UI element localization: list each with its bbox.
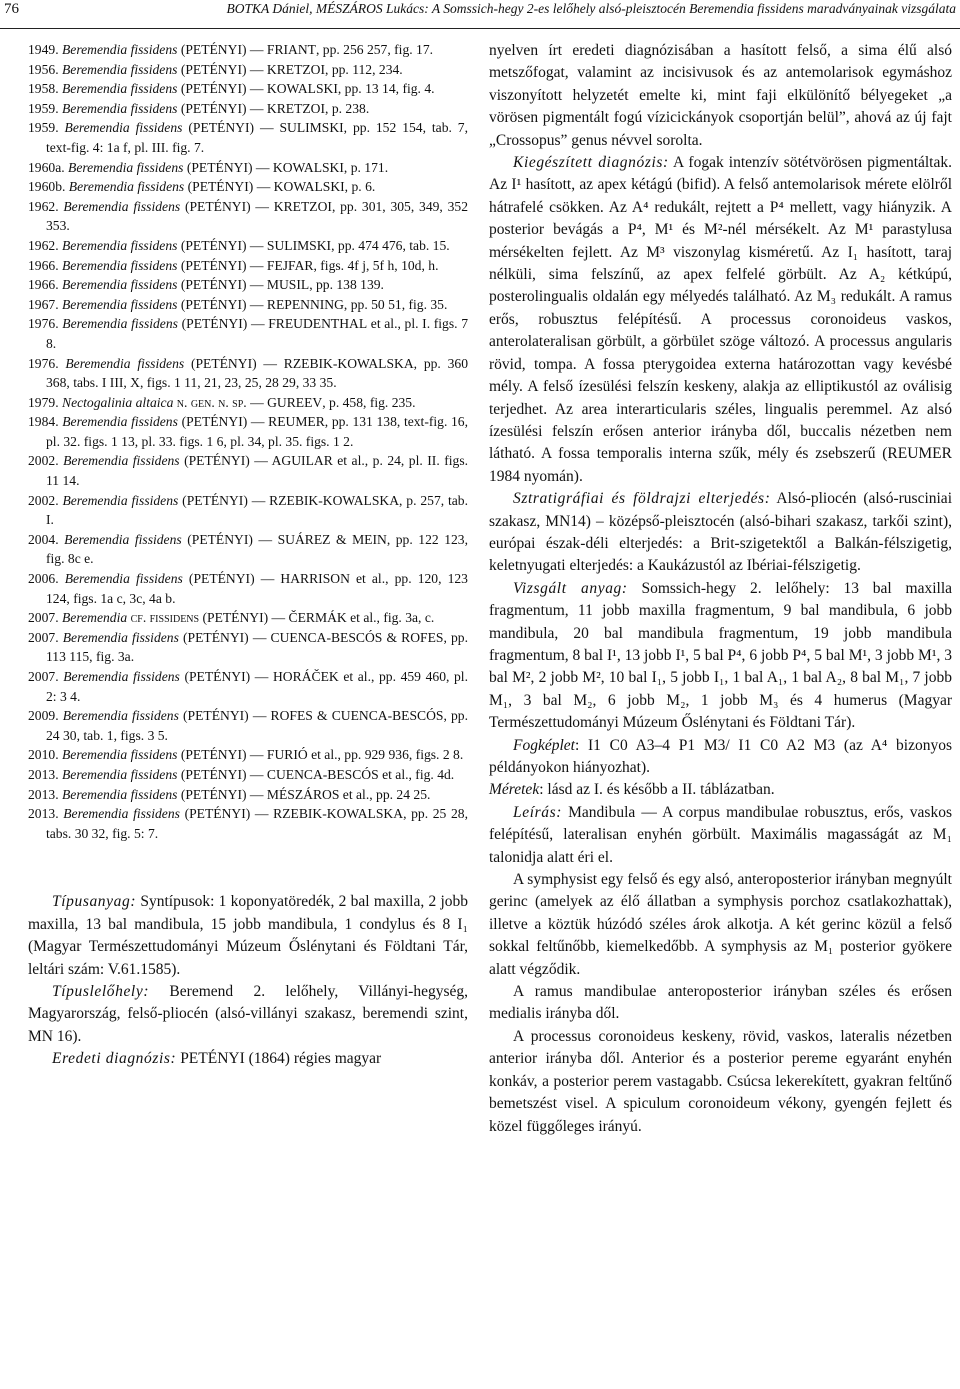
- synonymy-detail: , p. 6.: [344, 179, 376, 195]
- synonymy-author: (PETÉNYI) — FURIÓ: [180, 747, 308, 763]
- page-header: [0, 0, 960, 29]
- synonymy-species: Nectogalinia altaica: [62, 394, 174, 410]
- synonymy-species: Beremendia fissidens: [62, 42, 178, 57]
- fogkeplet-heading: Fogképlet: [513, 736, 575, 754]
- synonymy-entry: [28, 99, 468, 119]
- synonymy-entry: [28, 804, 468, 843]
- synonymy-author: (PETÉNYI) — HORÁČEK: [184, 669, 339, 684]
- synonymy-species: Beremendia fissidens: [62, 81, 178, 97]
- synonymy-list: [28, 40, 468, 843]
- synonymy-entry: [28, 491, 468, 530]
- synonymy-entry: [28, 354, 468, 393]
- synonymy-year: 1979.: [28, 394, 59, 410]
- synonymy-entry: [28, 785, 468, 805]
- synonymy-author: (PETÉNYI) — KRETZOI: [184, 198, 332, 214]
- synonymy-year: 1967.: [28, 296, 59, 312]
- left-column: [28, 40, 468, 1071]
- synonymy-author: n. gen. n. sp. — GUREEV: [176, 394, 323, 410]
- synonymy-year: 2002.: [28, 492, 59, 508]
- synonymy-year: 1962.: [28, 198, 59, 214]
- synonymy-detail: , pp. 474 476, tab. 15.: [331, 237, 450, 253]
- tipusanyag-paragraph: [28, 891, 468, 981]
- meretek-text: : lásd az I. és később a II. táblázatban.: [539, 781, 775, 799]
- synonymy-year: 1960a.: [28, 159, 65, 175]
- sztratigrafiai-paragraph: [489, 488, 952, 578]
- synonymy-author: (PETÉNYI) — FRIANT: [180, 42, 316, 57]
- synonymy-detail: et al., pl. I. figs. 7 8.: [46, 316, 469, 351]
- synonymy-species: Beremendia fissidens: [63, 198, 181, 214]
- synonymy-year: 2013.: [28, 806, 59, 822]
- synonymy-species: Beremendia fissidens: [62, 296, 178, 312]
- synonymy-author: (PETÉNYI) — KRETZOI: [180, 100, 326, 116]
- running-title: BOTKA Dániel, MÉSZÁROS Lukács: A Somssich-hegy 2-es lelőhely alsó-pleisztocén Beremendia fissidens maradványainak vizsgálata: [226, 1, 956, 16]
- synonymy-species: Beremendia fissidens: [63, 453, 180, 469]
- synonymy-detail: , pp. 138 139.: [309, 277, 384, 293]
- synonymy-year: 2002.: [28, 453, 59, 469]
- synonymy-author: (PETÉNYI) — SUÁREZ & MEIN: [187, 531, 387, 547]
- synonymy-year: 2013.: [28, 766, 59, 782]
- synonymy-author: (PETÉNYI) — ROFES & CUENCA-BESCÓS: [183, 708, 444, 724]
- synonymy-detail: , pp. 131 138, text-fig. 16, pl. 32. figs. 1 13, pl. 33. figs. 1 6, pl. 34, pl. 35. figs. 1 2.: [46, 414, 468, 449]
- synonymy-entry: [28, 628, 468, 667]
- synonymy-year: 2006.: [28, 571, 59, 587]
- synonymy-species: Beremendia fissidens: [64, 571, 183, 587]
- synonymy-detail: , pp. 360 368, tabs. I III, X, figs. 1 11, 21, 23, 25, 28 29, 33 35.: [46, 355, 468, 391]
- leiras-text: Mandibula — A corpus mandibulae robusztus, erős, vaskos felépítésű, lateralisan enyhén görbült. Maximális magasságát az M₁ talonidja alatt éri el.: [489, 803, 952, 866]
- synonymy-species: Beremendia fissidens: [64, 120, 183, 136]
- synonymy-author: (PETÉNYI) — REUMER: [181, 414, 325, 430]
- synonymy-year: 2007.: [28, 629, 59, 645]
- synonymy-year: 1962.: [28, 237, 59, 253]
- synonymy-entry: [28, 765, 468, 785]
- synonymy-detail: , pp. 301, 305, 349, 352 353.: [46, 198, 468, 234]
- synonymy-author: (PETÉNYI) — AGUILAR: [184, 453, 333, 469]
- vizsgalt-paragraph: [489, 578, 952, 735]
- synonymy-year: 1959.: [28, 120, 59, 136]
- left-text-block: [28, 891, 468, 1070]
- synonymy-entry: [28, 118, 468, 157]
- synonymy-year: 1949.: [28, 42, 59, 57]
- synonymy-author: (PETÉNYI) — KRETZOI: [180, 61, 326, 77]
- tipusanyag-text: Syntípusok: 1 koponyatöredék, 2 bal maxilla, 2 jobb maxilla, 13 bal mandibula, 15 jobb mandibula, 1 condylus és 8 I₁ (Magyar Természettudományi Múzeum Őslénytani és Földtani Tár, leltári szám: V.61.1585).: [28, 893, 468, 978]
- synonymy-species: Beremendia fissidens: [63, 806, 180, 822]
- synonymy-author: (PETÉNYI) — MUSIL: [180, 277, 310, 293]
- synonymy-detail: , pp. 50 51, fig. 35.: [343, 296, 448, 312]
- coronoideus-paragraph: A processus coronoideus keskeny, rövid, vaskos, lateralis nézetben anterior irányba dől. Anterior és a posterior pereme egyaránt enyhén konkáv, a posterior perem vastagabb. Csúcsa lekerekített, gyakran feltűnő bemetszést visel. A spiculum coronoideum vékony, gyengén fejlett és közel függőleges irányú.: [489, 1027, 952, 1135]
- synonymy-species: Beremendia fissidens: [62, 414, 178, 430]
- synonymy-entry: [28, 79, 468, 99]
- synonymy-species: Beremendia fissidens: [62, 629, 179, 645]
- synonymy-author: (PETÉNYI) — KOWALSKI: [180, 81, 338, 97]
- eredeti-diagnozis-paragraph: [28, 1048, 468, 1070]
- synonymy-species: Beremendia fissidens: [64, 531, 182, 547]
- synonymy-species: Beremendia fissidens: [62, 786, 178, 802]
- synonymy-entry: [28, 295, 468, 315]
- synonymy-entry: [28, 40, 468, 60]
- synonymy-author: (PETÉNYI) — KOWALSKI: [186, 159, 344, 175]
- synonymy-author: (PETÉNYI) — RZEBIK-KOWALSKA: [190, 355, 414, 371]
- right-column: [489, 40, 952, 1138]
- synonymy-entry: [28, 451, 468, 490]
- synonymy-species: Beremendia fissidens: [62, 61, 178, 77]
- vizsgalt-heading: Vizsgált anyag:: [513, 579, 628, 597]
- synonymy-author: (PETÉNYI) — RZEBIK-KOWALSKA: [184, 806, 404, 822]
- synonymy-detail: et al., pp. 120, 123 124, figs. 1a c, 3c, 4a b.: [46, 571, 468, 606]
- kiegeszitett-heading: Kiegészített diagnózis:: [513, 154, 669, 172]
- synonymy-species: Beremendia fissidens: [62, 766, 178, 782]
- synonymy-author: (PETÉNYI) — KOWALSKI: [187, 179, 345, 195]
- synonymy-entry: [28, 569, 468, 608]
- synonymy-entry: [28, 275, 468, 295]
- synonymy-detail: , pp. 13 14, fig. 4.: [337, 81, 435, 97]
- page-number: 76: [4, 1, 19, 17]
- synonymy-author: (PETÉNYI) — RZEBIK-KOWALSKA: [182, 492, 400, 508]
- eredeti-diagnozis-text: PETÉNYI (1864) régies magyar: [176, 1050, 382, 1068]
- synonymy-species: Beremendia fissidens: [68, 179, 185, 195]
- synonymy-detail: et al., p. 24, pl. II. figs. 11 14.: [46, 453, 469, 489]
- synonymy-detail: , p. 458, fig. 235.: [322, 394, 416, 410]
- synonymy-author: cf. fissidens (PETÉNYI) — ČERMÁK: [130, 610, 347, 626]
- sztratigrafiai-heading: Sztratigráfiai és földrajzi elterjedés:: [513, 490, 771, 508]
- tipusanyag-heading: Típusanyag:: [52, 893, 137, 911]
- synonymy-detail: , pp. 122 123, fig. 8c e.: [46, 531, 469, 567]
- synonymy-detail: , pp. 25 28, tabs. 30 32, fig. 5: 7.: [46, 806, 469, 841]
- synonymy-author: (PETÉNYI) — SULIMSKI: [180, 237, 332, 253]
- synonymy-species: Beremendia fissidens: [68, 159, 184, 175]
- synonymy-detail: , pp. 152 154, tab. 7, text-fig. 4: 1a f, pl. III. fig. 7.: [46, 120, 469, 155]
- sztratigrafiai-text: Alsó-pliocén (alsó-rusciniai szakasz, MN14) – középső-pleisztocén (alsó-bihari szakasz, tarkői szint), európai észak-déli elterjedés: a Brit-szigetektől a Balkán-félszigetig, keletnyugati elterjedés: a Kaukázustól az Ibériai-félszigetig.: [489, 490, 952, 575]
- synonymy-detail: , figs. 4f j, 5f h, 10d, h.: [313, 257, 439, 273]
- synonymy-year: 2009.: [28, 708, 59, 724]
- kiegeszitett-paragraph: [489, 152, 952, 488]
- synonymy-entry: [28, 158, 468, 178]
- synonymy-detail: , pp. 256 257, fig. 17.: [315, 42, 434, 57]
- synonymy-year: 1958.: [28, 81, 59, 97]
- synonymy-species: Beremendia: [62, 610, 128, 626]
- synonymy-species: Beremendia fissidens: [62, 277, 178, 293]
- meretek-paragraph: [489, 779, 952, 801]
- synonymy-year: 1976.: [28, 355, 59, 371]
- synonymy-author: (PETÉNYI) — FREUDENTHAL: [181, 316, 368, 332]
- synonymy-entry: [28, 197, 468, 236]
- synonymy-detail: , p. 238.: [325, 100, 370, 116]
- synonymy-entry: [28, 530, 468, 569]
- synonymy-entry: [28, 393, 468, 413]
- synonymy-entry: [28, 706, 468, 745]
- synonymy-entry: [28, 412, 468, 451]
- synonymy-species: Beremendia fissidens: [62, 747, 178, 763]
- synonymy-detail: et al., fig. 4d.: [378, 766, 455, 782]
- synonymy-entry: [28, 177, 468, 197]
- symphysis-paragraph: A symphysist egy felső és egy alsó, anteroposterior irányban megnyúlt gerinc (amelyek az élő állatban a symphysis porchoz csatlakozhattak), illetve a köztük húzódó széles árok alkotja. A két gerinc közül a felső sokkal feltűnőbb, kiemelkedőbb. A symphysis az M₁ posterior gyökere alatt végződik.: [489, 871, 952, 978]
- synonymy-author: (PETÉNYI) — CUENCA-BESCÓS: [180, 766, 379, 782]
- synonymy-year: 1960b.: [28, 179, 66, 195]
- tipuslelohely-heading: Típuslelőhely:: [52, 982, 150, 1000]
- synonymy-species: Beremendia fissidens: [62, 316, 178, 332]
- eredeti-diagnozis-continued: nyelven írt eredeti diagnózisában a hasított felső, a sima élű alsó metszőfogat, valamint az incisivusok és az antemolarisok egymáshoz viszonyított helyzetét emelte ki, mint faji elkülönítő bélyegeket „a vörösen pigmentált fogú vízicickányok csoportján belül”, ahová az új fajt „Crossopus” genus névvel sorolta.: [489, 42, 952, 149]
- leiras-paragraph: [489, 802, 952, 869]
- synonymy-detail: , p. 171.: [343, 159, 389, 175]
- fogkeplet-text: : I1 C0 A3–4 P1 M3/ I1 C0 A2 M3 (az A⁴ bizonyos példányokon hiányozhat).: [489, 736, 952, 776]
- synonymy-detail: , p. 257, tab. I.: [46, 492, 468, 528]
- synonymy-species: Beremendia fissidens: [62, 257, 178, 273]
- synonymy-year: 1966.: [28, 277, 59, 293]
- synonymy-year: 2007.: [28, 610, 59, 626]
- synonymy-entry: [28, 236, 468, 256]
- synonymy-year: 1959.: [28, 100, 59, 116]
- synonymy-year: 2010.: [28, 747, 59, 763]
- synonymy-species: Beremendia fissidens: [62, 237, 178, 253]
- synonymy-year: 2013.: [28, 786, 59, 802]
- synonymy-detail: , pp. 113 115, fig. 3a.: [46, 629, 469, 665]
- tipuslelohely-paragraph: [28, 981, 468, 1048]
- tipuslelohely-text: Beremend 2. lelőhely, Villányi-hegység, Magyarország, felső-pliocén (alsó-villányi szakasz, beremendi szint, MN 16).: [28, 982, 468, 1045]
- synonymy-author: (PETÉNYI) — SULIMSKI: [188, 120, 344, 136]
- synonymy-year: 2007.: [28, 669, 59, 684]
- fogkeplet-paragraph: [489, 735, 952, 780]
- synonymy-year: 1984.: [28, 414, 59, 430]
- vizsgalt-text: Somssich-hegy 2. lelőhely: 13 bal maxilla fragmentum, 11 jobb maxilla fragmentum, 9 bal mandibula, 6 jobb mandibula, 20 bal mandibula fragmentum, 19 jobb mandibula fragmentum, 8 bal I¹, 13 jobb I¹, 5 bal P⁴, 6 jobb P⁴, 5 bal M¹, 3 jobb M¹, 3 bal M², 2 jobb M², 10 bal I₁, 5 jobb I₁, 1 bal A₁, 1 bal A₂, 8 bal M₁, 7 jobb M₁, 3 bal M₂, 6 jobb M₂, 1 jobb M₃ és 4 humerus (Magyar Természettudományi Múzeum Őslénytani és Földtani Tár).: [489, 579, 953, 732]
- synonymy-entry: [28, 256, 468, 276]
- synonymy-year: 2004.: [28, 531, 59, 547]
- synonymy-species: Beremendia fissidens: [62, 708, 179, 724]
- synonymy-entry: [28, 667, 468, 706]
- kiegeszitett-text: A fogak intenzív sötétvörösen pigmentáltak. Az I¹ hasított, az apex kétágú (bifid). A felső antemolarisok mérete elölről hátrafelé csökken. Az A⁴ redukált, rejtett a P⁴ mellett, vagy hiányzik. A posterior bevágás a P⁴, M¹ és M²-nél mérsékelt. Az M¹ parastylusa mérsékelten fejlett. Az M³ viszonylag kisméretű. Az I₁ hasított, taraj nélküli, sima felszínű, az apex felfelé görbült. Az A₂ kétkúpú, posterolingualis oldalán egy mélyedés található. Az M₃ redukált. A ramus erős, robusztus felépítésű. A processus coronoideus vaskos, anterolateralisan görbült, a görbület szöge változó. A processus angularis rövid, tompa. A fossa pterygoidea externa határozottan vagy kevésbé mély. A felső ízesülési felszín keskeny, alakja az elliptikustól az oválisig terjedhet. Az area interarticularis széles, lingualis peremmel. Az alsó ízesülési felszín erősen anterior irányba dől, buccalis nézetben nem látható. A fossa temporalis interna szűk, mély és zsebszerű (REUMER 1984 nyomán).: [489, 154, 952, 485]
- synonymy-author: (PETÉNYI) — FEJFAR: [180, 257, 314, 273]
- synonymy-detail: et al., pp. 459 460, pl. 2: 3 4.: [46, 669, 468, 704]
- synonymy-species: Beremendia fissidens: [62, 100, 178, 116]
- leiras-heading: Leírás:: [513, 803, 562, 821]
- synonymy-detail: et al., fig. 3a, c.: [346, 610, 435, 626]
- synonymy-author: (PETÉNYI) — REPENNING: [180, 296, 344, 312]
- synonymy-detail: , pp. 24 30, tab. 1, figs. 3 5.: [46, 708, 469, 743]
- eredeti-diagnozis-heading: Eredeti diagnózis:: [52, 1050, 177, 1068]
- synonymy-entry: [28, 60, 468, 80]
- synonymy-year: 1956.: [28, 61, 59, 77]
- synonymy-author: (PETÉNYI) — CUENCA-BESCÓS & ROFES: [183, 629, 444, 645]
- synonymy-species: Beremendia fissidens: [65, 355, 185, 371]
- ramus-paragraph: A ramus mandibulae anteroposterior irányban széles és erősen medialis irányba dől.: [489, 983, 952, 1023]
- synonymy-detail: , pp. 112, 234.: [325, 61, 403, 77]
- synonymy-species: Beremendia fissidens: [63, 669, 180, 684]
- synonymy-detail: et al., pp. 24 25.: [339, 786, 431, 802]
- synonymy-year: 1976.: [28, 316, 59, 332]
- synonymy-entry: [28, 314, 468, 353]
- synonymy-detail: et al., pp. 929 936, figs. 2 8.: [307, 747, 464, 763]
- synonymy-year: 1966.: [28, 257, 59, 273]
- synonymy-author: (PETÉNYI) — HARRISON: [188, 571, 350, 587]
- synonymy-species: Beremendia fissidens: [62, 492, 179, 508]
- synonymy-author: (PETÉNYI) — MÉSZÁROS: [180, 786, 340, 802]
- meretek-heading: Méretek: [489, 781, 540, 799]
- synonymy-entry: [28, 745, 468, 765]
- synonymy-entry: [28, 608, 468, 628]
